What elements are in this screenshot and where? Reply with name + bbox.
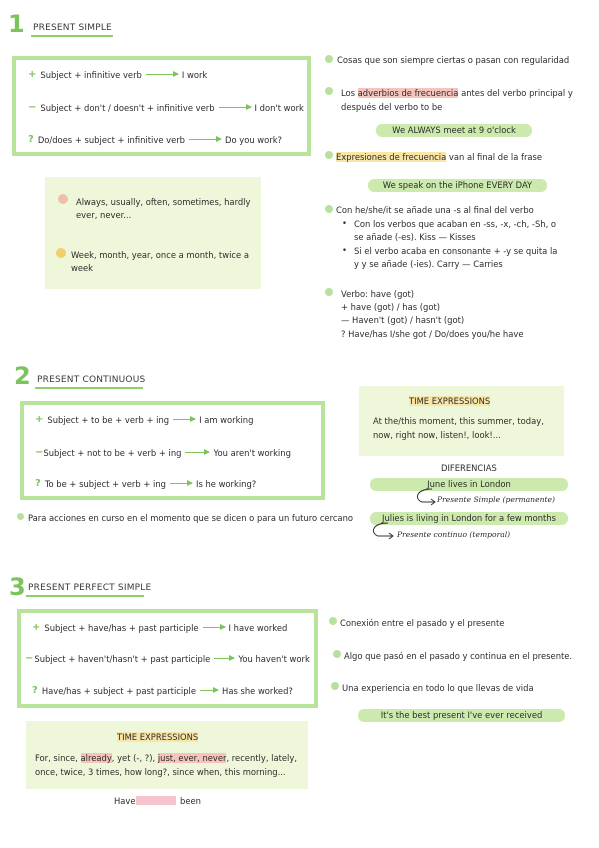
rule-example: Has she worked? [222,685,293,696]
rule-example: I work [181,69,208,80]
note-ies-line2: y y se añade (-ies). Carry — Carries [354,259,503,269]
differences-title: DIFERENCIAS [441,463,497,473]
title-underline [35,387,143,389]
blank-highlight [136,796,176,805]
highlight: already [80,753,112,763]
rule-example: You aren't working [213,447,291,458]
text: van al final de la frase [446,152,543,162]
rule-question [28,134,282,145]
have-got-title: Verbo: have (got) [341,289,415,299]
arrow-icon [170,483,192,485]
example-pill: June lives in London [370,478,568,491]
curved-arrow-icon [410,487,440,507]
rule-affirmative [32,622,287,633]
rule-example: Do you work? [225,134,282,145]
note-connection: Conexión entre el pasado y el presente [340,618,505,628]
example-pill: It's the best present I've ever received [358,709,565,722]
highlight: TIME EXPRESSIONS [409,396,491,406]
bullet-icon [333,650,341,658]
frequency-adverbs: Always, usually, often, sometimes, hardly ever, never... [76,197,251,220]
bullet-icon [325,288,333,296]
arrow-icon [203,627,225,629]
rule-negative [28,102,304,113]
highlight: Expresiones de frecuencia [336,152,447,162]
sub-bullet-icon: • [342,218,347,228]
rule-example: I have worked [228,622,288,633]
time-expressions-text-line2: once, twice, 3 times, how long?, since when, this morning... [35,767,286,777]
rule-pattern: Do/does + subject + infinitive verb [37,134,185,145]
plus-symbol: + [32,622,41,633]
highlight: adverbios de frecuencia [357,88,459,98]
arrow-icon [200,690,218,692]
note-adverbs-line2: después del verbo to be [341,102,443,112]
have-got-negative: — Haven't (got) / hasn't (got) [341,315,465,325]
text: For, since, [35,753,81,763]
rule-question [32,685,293,696]
note-temporal: Presente continuo (temporal) [397,530,511,539]
pink-dot-icon [58,194,68,204]
time-expressions-title [117,732,198,742]
arrow-icon [173,419,195,421]
time-expressions-text: At the/this moment, this summer, today, [373,416,544,426]
text: , yet (-, ?), [111,753,158,763]
arrow-icon [214,658,234,660]
question-symbol: ? [32,685,38,696]
plus-symbol: + [35,414,44,425]
rule-example: I don't work [254,102,304,113]
rule-pattern: To be + subject + verb + ing [44,478,166,489]
rule-pattern: Subject + infinitive verb [40,69,142,80]
rule-negative [25,653,310,664]
rule-pattern: Subject + don't / doesn't + infinitive verb [40,102,215,113]
section-number-2: 2 [14,362,31,390]
rule-example: You haven't work [238,653,310,664]
minus-symbol: − [25,653,34,664]
title-underline [26,595,144,597]
arrow-icon [219,107,251,109]
curved-arrow-icon [366,521,396,541]
highlight: just, ever, never [157,753,227,763]
time-expressions-title [409,396,490,406]
rule-pattern: Subject + to be + verb + ing [47,414,170,425]
arrow-icon [189,139,221,141]
bullet-icon [325,151,333,159]
bullet-icon [329,617,337,625]
section-title-2: PRESENT CONTINUOUS [37,375,146,385]
example-pill: We ALWAYS meet at 9 o'clock [376,124,532,137]
yellow-dot-icon [56,248,66,258]
bullet-icon [325,205,333,213]
note-permanent: Presente Simple (permanente) [437,495,555,504]
rule-affirmative [35,414,253,425]
bullet-icon [331,682,339,690]
section-number-3: 3 [9,573,26,601]
bullet-icon [17,513,24,520]
rule-pattern: Subject + haven't/hasn't + past participle [34,653,211,664]
rule-affirmative [28,69,207,80]
arrow-icon [146,74,178,76]
question-symbol: ? [35,478,41,489]
section-number-1: 1 [8,10,25,38]
question-symbol: ? [28,134,34,145]
minus-symbol: − [35,447,44,458]
note-third-person: Con he/she/it se añade una -s al final del verbo [336,205,534,215]
title-underline [31,35,113,37]
rule-pattern: Subject + not to be + verb + ing [43,447,182,458]
rule-pattern: Have/has + subject + past participle [41,685,197,696]
bullet-icon [325,55,333,63]
arrow-icon [185,452,209,454]
time-expressions-text [35,753,297,763]
note-continues: Algo que pasó en el pasado y continua en el presente. [344,651,573,661]
example-pill: Julies is living in London for a few months [370,512,568,525]
note-regular: Cosas que son siempre ciertas o pasan con regularidad [337,55,570,65]
section-title-3: PRESENT PERFECT SIMPLE [28,583,152,593]
text: antes del verbo principal y [458,88,573,98]
have-word: Have [114,796,136,806]
note-experience: Una experiencia en todo lo que llevas de vida [342,683,534,693]
bullet-icon [325,87,333,95]
example-pill: We speak on the iPhone EVERY DAY [368,179,547,192]
been-word: been [180,796,201,806]
rule-pattern: Subject + have/has + past participle [44,622,199,633]
sub-bullet-icon: • [342,245,347,255]
note-expressions [336,152,542,162]
highlight: TIME EXPRESSIONS [117,732,199,742]
rule-negative [35,447,291,458]
frequency-expressions: Week, month, year, once a month, twice a week [71,250,249,273]
note-adverbs [341,88,573,98]
rule-example: Is he working? [195,478,257,489]
section-title-1: PRESENT SIMPLE [33,23,112,33]
rule-example: I am working [199,414,254,425]
have-got-question: ? Have/has I/she got / Do/does you/he have [341,329,524,339]
minus-symbol: − [28,102,37,113]
note-continuous: Para acciones en curso en el momento que se dicen o para un futuro cercano [28,513,354,523]
rule-question [35,478,256,489]
plus-symbol: + [28,69,37,80]
time-expressions-text-line2: now, right now, listen!, look!... [373,430,501,440]
have-got-affirmative: + have (got) / has (got) [341,302,441,312]
note-es: Con los verbos que acaban en -ss, -x, -ch, -Sh, o [354,219,557,229]
text: , recently, lately, [226,753,298,763]
note-es-line2: se añade (-es). Kiss — Kisses [354,232,476,242]
note-ies: Si el verbo acaba en consonante + -y se quita la [354,246,558,256]
text: Los [341,88,358,98]
